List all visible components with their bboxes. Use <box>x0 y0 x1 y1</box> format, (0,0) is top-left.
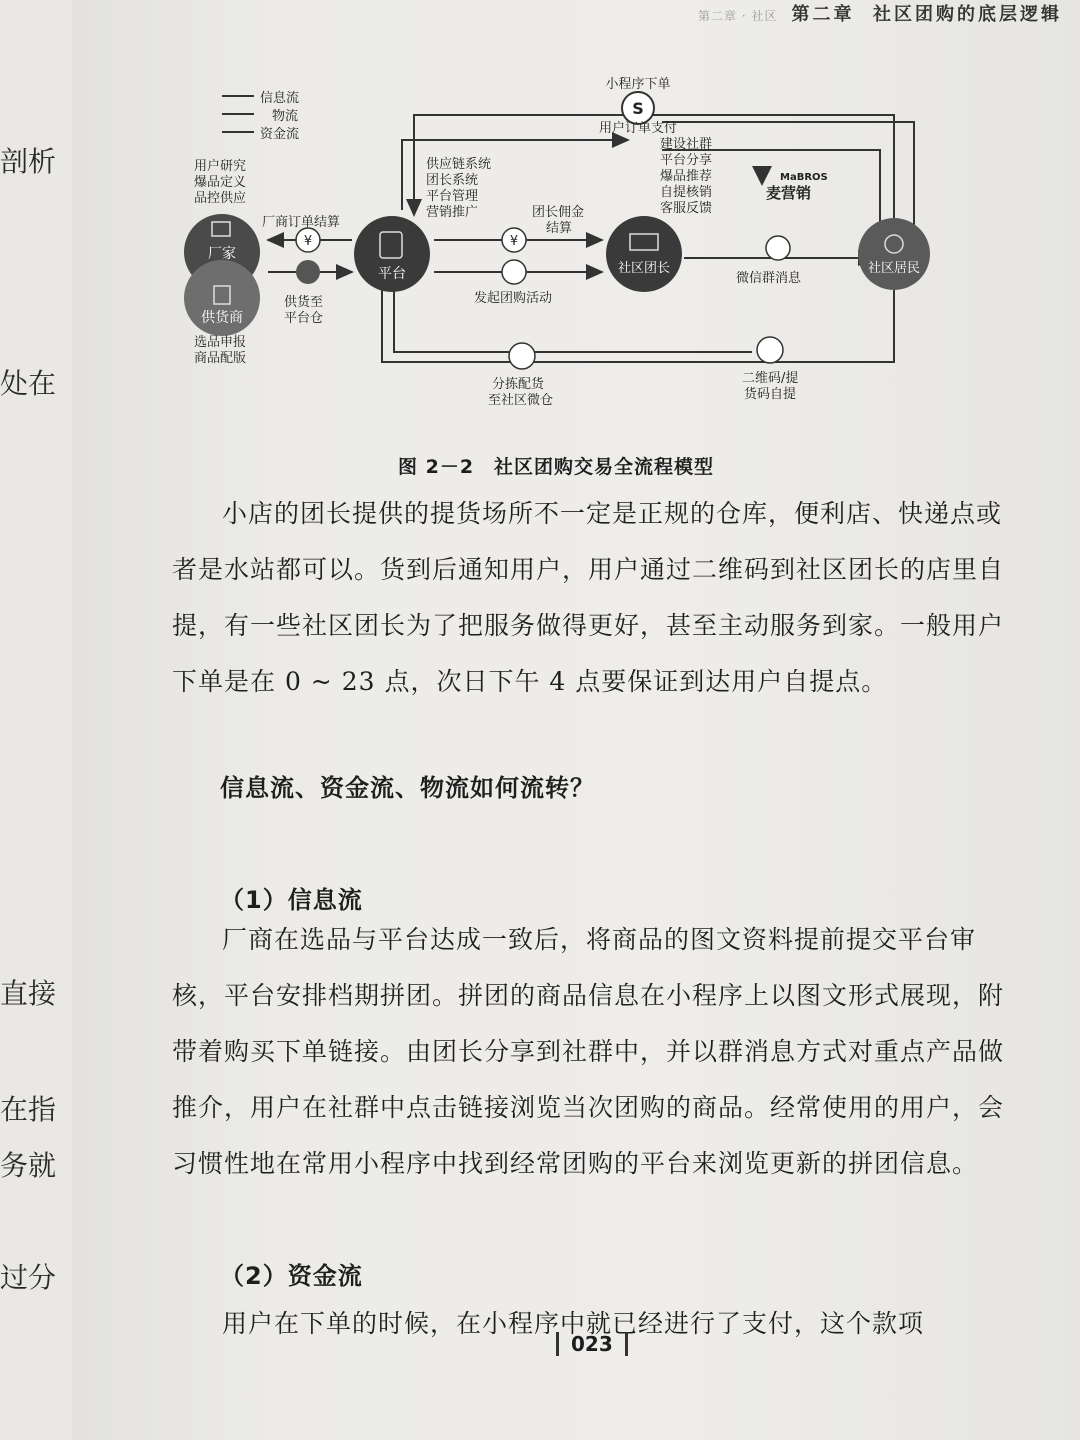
commission-label: 结算 <box>546 221 573 236</box>
left-fragment: 处在 <box>0 367 57 400</box>
brand-name: 麦营销 <box>766 184 812 202</box>
supplier-label: 供货商 <box>201 310 243 326</box>
figure-caption: 图 2－2 社区团购交易全流程模型 <box>398 456 715 478</box>
section-heading: 信息流、资金流、物流如何流转？ <box>220 774 595 802</box>
chapter-title: 社区团购的底层逻辑 <box>873 4 1062 25</box>
subsection-heading-money-flow: （2）资金流 <box>220 1262 363 1290</box>
left-fragment: 直接 <box>0 977 57 1010</box>
mfr-task: 品控供应 <box>194 191 247 206</box>
platform-task: 团长系统 <box>426 173 479 188</box>
supplier-task: 商品配版 <box>194 351 247 366</box>
leader-label: 社区团长 <box>617 261 671 276</box>
platform-task: 平台管理 <box>426 189 479 204</box>
pickup-label: 货码自提 <box>744 387 797 402</box>
legend-info-flow: 信息流 <box>260 91 300 106</box>
leader-task: 自提核销 <box>660 185 713 200</box>
send-icon <box>502 260 526 284</box>
commission-label: 团长佣金 <box>532 205 585 220</box>
left-fragment: 剖析 <box>0 145 57 178</box>
page-number: 023 <box>556 1332 628 1356</box>
running-header-sub: 第二章 · 社区 <box>698 9 778 23</box>
supplier-task: 选品申报 <box>194 335 247 350</box>
svg-text:¥: ¥ <box>509 234 519 249</box>
resident-node <box>858 218 930 290</box>
resident-label: 社区居民 <box>867 261 921 276</box>
mfr-task: 爆品定义 <box>194 175 247 190</box>
legend-money-flow: 资金流 <box>260 127 300 142</box>
leader-task: 建设社群 <box>660 137 713 152</box>
svg-text:S: S <box>632 99 644 118</box>
brand-logo-icon <box>752 166 772 186</box>
paragraph-money-flow: 用户在下单的时候，在小程序中就已经进行了支付，这个款项 <box>222 1309 925 1338</box>
platform-label: 平台 <box>378 266 406 282</box>
user-pay-label: 用户订单支付 <box>598 121 678 136</box>
truck-icon <box>296 260 320 284</box>
svg-text:¥: ¥ <box>303 234 313 249</box>
legend <box>222 90 299 142</box>
left-fragment: 务就 <box>0 1149 57 1182</box>
pickup-label: 二维码/提 <box>742 371 799 386</box>
truck-icon <box>509 343 535 369</box>
launch-activity-label: 发起团购活动 <box>474 291 553 306</box>
wechat-msg-label: 微信群消息 <box>736 271 802 286</box>
left-fragment: 在指 <box>0 1093 57 1126</box>
sorting-label: 分拣配货 <box>492 377 545 392</box>
paragraph-info-flow: 厂商在选品与平台达成一致后，将商品的图文资料提前提交平台审核，平台安排档期拼团。拼团的商品信息在小程序上以图文形式展现，附带着购买下单链接。由团长分享到社群中，并以群消息方式对重点产品做推介，用户在社群中点击链接浏览当次团购的商品。经常使用的用户，会习惯性地在常用小程序中找到经常团购的平台来浏览更新的拼团信息。 <box>172 925 1005 1178</box>
leader-task: 爆品推荐 <box>660 169 713 184</box>
manufacturer-label: 厂家 <box>208 246 236 262</box>
brand-latin: MaBROS <box>780 172 828 183</box>
supply-label: 供货至 <box>284 295 324 310</box>
sorting-label: 至社区微仓 <box>488 393 554 408</box>
leader-node <box>606 216 682 292</box>
leader-task: 客服反馈 <box>660 201 713 216</box>
wechat-icon <box>766 236 790 260</box>
qr-code-icon <box>757 337 783 363</box>
legend-logistics: 物流 <box>272 109 299 124</box>
book-page <box>72 0 1080 1440</box>
left-fragment: 过分 <box>0 1261 57 1294</box>
flow-diagram <box>72 0 1080 440</box>
platform-task: 营销推广 <box>426 205 479 220</box>
left-facing-page <box>0 0 73 1440</box>
chapter-label: 第二章 <box>791 4 855 25</box>
mini-program-label: 小程序下单 <box>605 77 671 92</box>
leader-task: 平台分享 <box>660 153 713 168</box>
mfr-settlement-label: 厂商订单结算 <box>262 215 341 230</box>
paragraph-pickup-location: 小店的团长提供的提货场所不一定是正规的仓库，便利店、快递点或者是水站都可以。货到后通知用户，用户通过二维码到社区团长的店里自提，有一些社区团长为了把服务做得更好，甚至主动服务到家。一般用户下单是在 0 ~ 23 点，次日下午 4 点要保证到达用户自提点。 <box>172 499 1005 696</box>
subsection-heading-info-flow: （1）信息流 <box>220 886 363 914</box>
platform-task: 供应链系统 <box>426 157 492 172</box>
mfr-task: 用户研究 <box>194 159 247 174</box>
supply-label: 平台仓 <box>284 311 324 326</box>
